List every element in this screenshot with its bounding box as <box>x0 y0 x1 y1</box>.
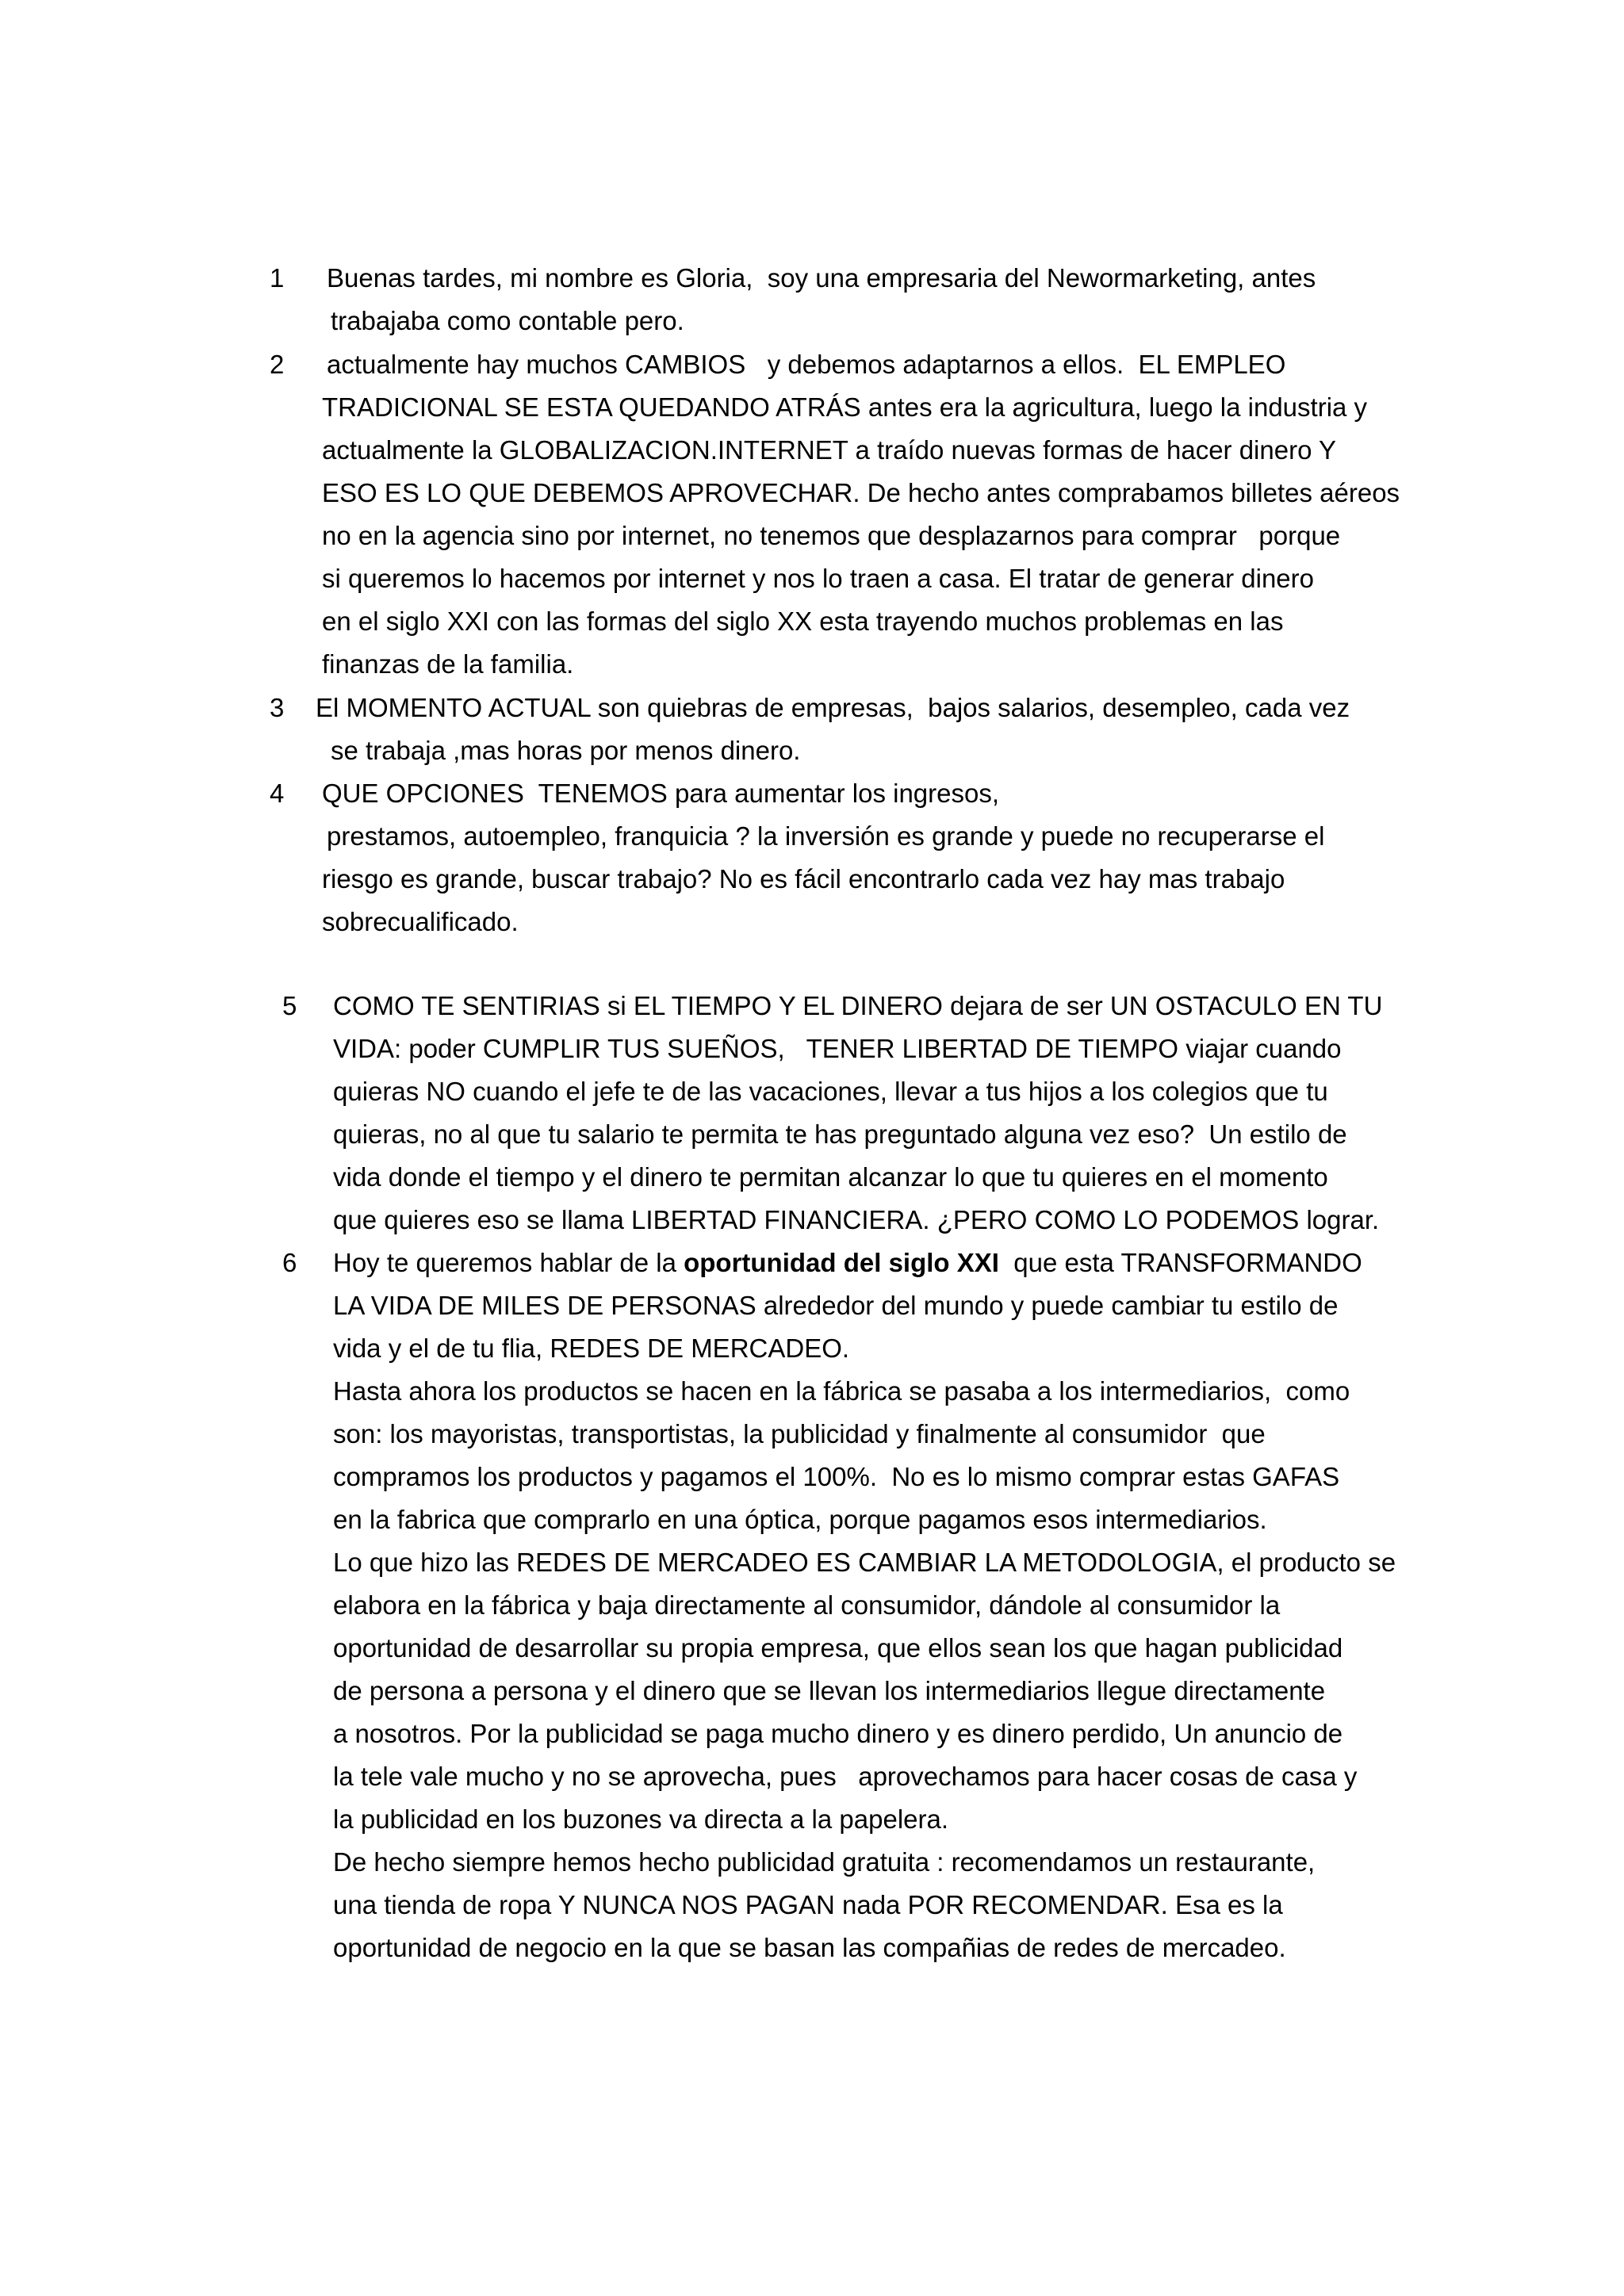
text-line: prestamos, autoempleo, franquicia ? la inversión es grande y puede no recuperarse el <box>327 821 1325 851</box>
text-line: no en la agencia sino por internet, no tenemos que desplazarnos para comprar porque <box>322 521 1341 550</box>
text-line: Buenas tardes, mi nombre es Gloria, soy una empresaria del Newormarketing, antes <box>327 263 1316 293</box>
item-number: 4 <box>270 779 285 808</box>
text-line: trabajaba como contable pero. <box>331 306 684 335</box>
text-line: vida y el de tu flia, REDES DE MERCADEO. <box>333 1334 850 1363</box>
text-line: TRADICIONAL SE ESTA QUEDANDO ATRÁS antes era la agricultura, luego la industria y <box>322 392 1368 422</box>
text-line: riesgo es grande, buscar trabajo? No es fácil encontrarlo cada vez hay mas trabajo <box>322 864 1285 894</box>
text-line: LA VIDA DE MILES DE PERSONAS alrededor del mundo y puede cambiar tu estilo de <box>333 1291 1339 1320</box>
text-line: quieras NO cuando el jefe te de las vacaciones, llevar a tus hijos a los colegios que tu <box>333 1077 1328 1106</box>
text-line: la publicidad en los buzones va directa a la papelera. <box>333 1804 949 1834</box>
text-line: en la fabrica que comprarlo en una óptica, porque pagamos esos intermediarios. <box>333 1505 1267 1534</box>
item-number: 1 <box>270 263 285 293</box>
text-line: en el siglo XXI con las formas del siglo XX esta trayendo muchos problemas en las <box>322 607 1284 636</box>
text-line: De hecho siempre hemos hecho publicidad gratuita : recomendamos un restaurante, <box>333 1847 1316 1877</box>
text-line: oportunidad de negocio en la que se basan las compañias de redes de mercadeo. <box>333 1933 1286 1962</box>
text-line <box>333 1242 1362 1284</box>
text-line: COMO TE SENTIRIAS si EL TIEMPO Y EL DINERO dejara de ser UN OSTACULO EN TU <box>333 991 1383 1020</box>
text-line: oportunidad de desarrollar su propia empresa, que ellos sean los que hagan publicidad <box>333 1633 1343 1663</box>
text-line: QUE OPCIONES TENEMOS para aumentar los ingresos, <box>322 779 1000 808</box>
text-line: la tele vale mucho y no se aprovecha, pues aprovechamos para hacer cosas de casa y <box>333 1762 1358 1791</box>
text-line: se trabaja ,mas horas por menos dinero. <box>331 736 801 765</box>
text-line: compramos los productos y pagamos el 100%. No es lo mismo comprar estas GAFAS <box>333 1462 1340 1491</box>
text-line: vida donde el tiempo y el dinero te permitan alcanzar lo que tu quieres en el momento <box>333 1162 1328 1192</box>
item-number: 2 <box>270 350 285 379</box>
text-line: sobrecualificado. <box>322 907 519 936</box>
text-line: que quieres eso se llama LIBERTAD FINANCIERA. ¿PERO COMO LO PODEMOS lograr. <box>333 1205 1380 1234</box>
text-line: son: los mayoristas, transportistas, la publicidad y finalmente al consumidor que <box>333 1419 1266 1448</box>
text-span: que esta TRANSFORMANDO <box>998 1248 1362 1277</box>
text-line: VIDA: poder CUMPLIR TUS SUEÑOS, TENER LIBERTAD DE TIEMPO viajar cuando <box>333 1034 1342 1063</box>
item-number: 6 <box>282 1248 297 1277</box>
text-line: si queremos lo hacemos por internet y nos lo traen a casa. El tratar de generar dinero <box>322 564 1315 593</box>
text-line: Lo que hizo las REDES DE MERCADEO ES CAMBIAR LA METODOLOGIA, el producto se <box>333 1548 1396 1577</box>
text-line: quieras, no al que tu salario te permita te has preguntado alguna vez eso? Un estilo de <box>333 1119 1347 1149</box>
text-line: elabora en la fábrica y baja directamente al consumidor, dándole al consumidor la <box>333 1590 1281 1620</box>
text-line: ESO ES LO QUE DEBEMOS APROVECHAR. De hecho antes comprabamos billetes aéreos <box>322 478 1400 507</box>
text-line: Hasta ahora los productos se hacen en la fábrica se pasaba a los intermediarios, como <box>333 1376 1350 1406</box>
text-line: actualmente hay muchos CAMBIOS y debemos adaptarnos a ellos. EL EMPLEO <box>327 350 1286 379</box>
item-number: 5 <box>282 991 297 1020</box>
text-line: de persona a persona y el dinero que se llevan los intermediarios llegue directamente <box>333 1676 1326 1705</box>
text-line: una tienda de ropa Y NUNCA NOS PAGAN nada POR RECOMENDAR. Esa es la <box>333 1890 1283 1919</box>
text-line: El MOMENTO ACTUAL son quiebras de empresas, bajos salarios, desempleo, cada vez <box>316 693 1350 722</box>
text-line: a nosotros. Por la publicidad se paga mucho dinero y es dinero perdido, Un anuncio de <box>333 1719 1343 1748</box>
emphasis-text: oportunidad del siglo XXI <box>684 1248 999 1277</box>
item-number: 3 <box>270 693 285 722</box>
text-line: actualmente la GLOBALIZACION.INTERNET a traído nuevas formas de hacer dinero Y <box>322 435 1337 465</box>
text-line: finanzas de la familia. <box>322 649 574 679</box>
text-span: Hoy te queremos hablar de la <box>333 1248 684 1277</box>
